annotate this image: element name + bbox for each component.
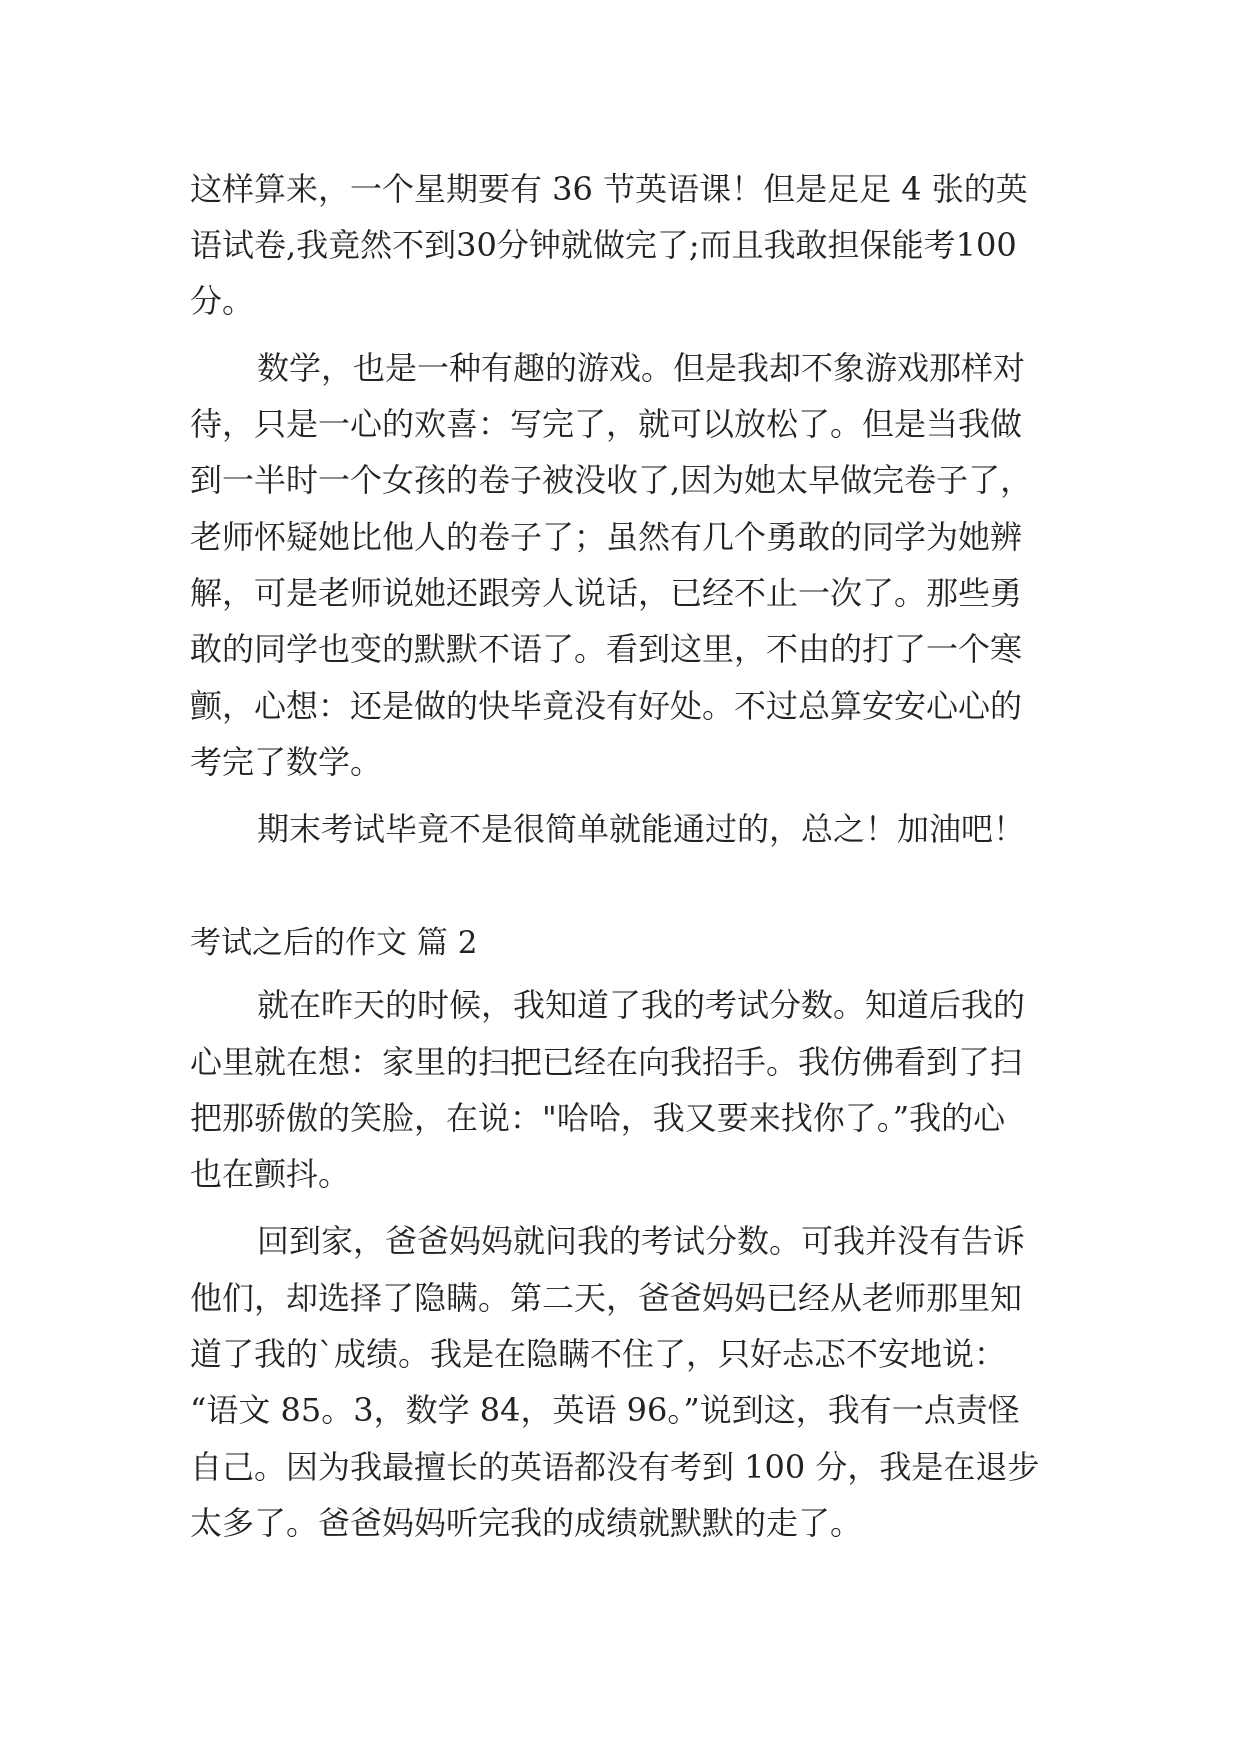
text-line: 语试卷,我竟然不到30分钟就做完了;而且我敢担保能考100: [190, 226, 1017, 264]
text-line: 敢的同学也变的默默不语了。看到这里，不由的打了一个寒: [190, 630, 1023, 668]
text-line: 心里就在想：家里的扫把已经在向我招手。我仿佛看到了扫: [190, 1043, 1023, 1081]
text-line: “语文 85。3，数学 84，英语 96。”说到这，我有一点责怪: [190, 1391, 1020, 1429]
text-line: 考完了数学。: [190, 743, 383, 781]
text-line: 太多了。爸爸妈妈听完我的成绩就默默的走了。: [190, 1504, 863, 1542]
text-line: 期末考试毕竟不是很简单就能通过的，总之！加油吧！: [257, 810, 1026, 848]
section-heading: 考试之后的作文 篇 2: [190, 925, 478, 961]
text-line: 解，可是老师说她还跟旁人说话，已经不止一次了。那些勇: [190, 574, 1023, 612]
text-line: 到一半时一个女孩的卷子被没收了,因为她太早做完卷子了，: [190, 461, 1033, 499]
text-line: 数学，也是一种有趣的游戏。但是我却不象游戏那样对: [257, 349, 1026, 387]
text-line: 也在颤抖。: [190, 1155, 351, 1193]
text-line: 把那骄傲的笑脸，在说："哈哈，我又要来找你了。”我的心: [190, 1099, 1006, 1137]
text-line: 颤，心想：还是做的快毕竟没有好处。不过总算安安心心的: [190, 687, 1023, 725]
text-line: 就在昨天的时候，我知道了我的考试分数。知道后我的: [257, 986, 1026, 1024]
text-line: 待，只是一心的欢喜：写完了，就可以放松了。但是当我做: [190, 405, 1023, 443]
text-line: 回到家，爸爸妈妈就问我的考试分数。可我并没有告诉: [257, 1222, 1026, 1260]
text-line: 这样算来，一个星期要有 36 节英语课！但是足足 4 张的英: [190, 170, 1028, 208]
text-line: 老师怀疑她比他人的卷子了；虽然有几个勇敢的同学为她辨: [190, 518, 1023, 556]
text-line: 道了我的`成绩。我是在隐瞒不住了，只好忐忑不安地说：: [190, 1335, 1007, 1373]
text-line: 分。: [190, 282, 255, 320]
text-line: 他们，却选择了隐瞒。第二天，爸爸妈妈已经从老师那里知: [190, 1279, 1023, 1317]
text-line: 自己。因为我最擅长的英语都没有考到 100 分，我是在退步: [190, 1448, 1040, 1486]
